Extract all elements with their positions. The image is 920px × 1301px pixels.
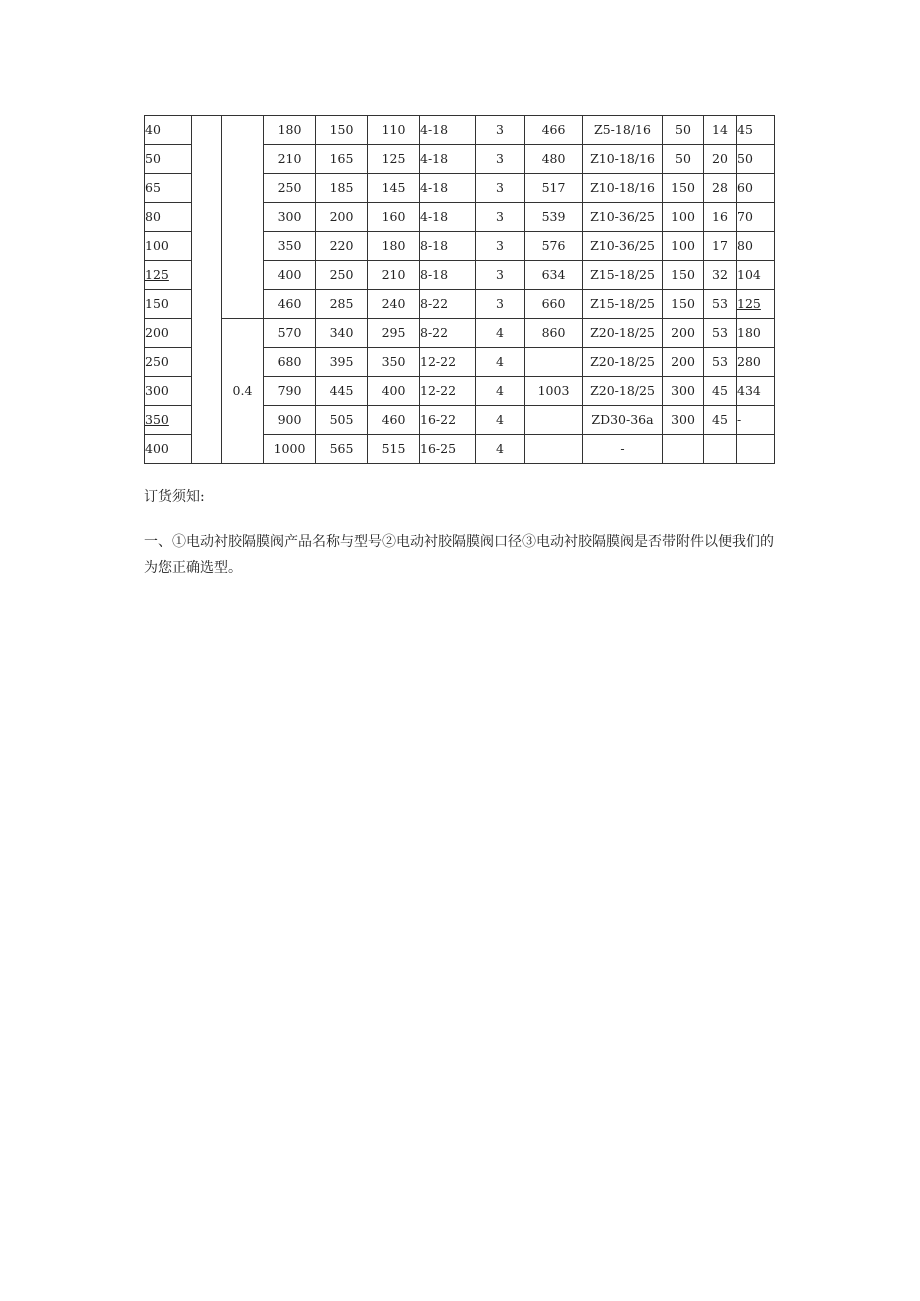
cell-dn: 300 <box>145 377 192 406</box>
cell-n: 4 <box>476 348 525 377</box>
cell-n: 4 <box>476 406 525 435</box>
cell-actuator: Z10-36/25 <box>583 203 663 232</box>
cell-D: 400 <box>264 261 316 290</box>
cell-D2: 400 <box>368 377 420 406</box>
cell-bolts: 16-22 <box>420 406 476 435</box>
cell-bolts: 12-22 <box>420 348 476 377</box>
cell-D1: 340 <box>316 319 368 348</box>
cell-dn: 200 <box>145 319 192 348</box>
cell-L <box>525 348 583 377</box>
cell-L <box>525 435 583 464</box>
cell-h1: 150 <box>663 261 704 290</box>
cell-w: 80 <box>737 232 775 261</box>
pressure-group-2: 0.4 <box>222 319 264 464</box>
cell-D: 460 <box>264 290 316 319</box>
order-notes-heading: 订货须知: <box>144 489 205 505</box>
cell-n: 3 <box>476 261 525 290</box>
cell-D1: 150 <box>316 116 368 145</box>
cell-h2: 45 <box>704 377 737 406</box>
cell-D: 570 <box>264 319 316 348</box>
cell-w: 45 <box>737 116 775 145</box>
cell-dn: 50 <box>145 145 192 174</box>
cell-w: 180 <box>737 319 775 348</box>
cell-dn: 350 <box>145 406 192 435</box>
cell-D2: 145 <box>368 174 420 203</box>
cell-D2: 110 <box>368 116 420 145</box>
cell-bolts: 8-22 <box>420 319 476 348</box>
cell-n: 3 <box>476 174 525 203</box>
cell-h1: 100 <box>663 203 704 232</box>
cell-L: 660 <box>525 290 583 319</box>
cell-h1: 200 <box>663 348 704 377</box>
cell-dn: 40 <box>145 116 192 145</box>
cell-D: 250 <box>264 174 316 203</box>
cell-actuator: Z5-18/16 <box>583 116 663 145</box>
cell-w: 125 <box>737 290 775 319</box>
cell-dn: 80 <box>145 203 192 232</box>
cell-L: 860 <box>525 319 583 348</box>
cell-D1: 165 <box>316 145 368 174</box>
cell-h2: 53 <box>704 348 737 377</box>
cell-w: 434 <box>737 377 775 406</box>
cell-w: 50 <box>737 145 775 174</box>
cell-n: 4 <box>476 435 525 464</box>
cell-D: 350 <box>264 232 316 261</box>
cell-actuator: Z15-18/25 <box>583 261 663 290</box>
spec-table <box>144 115 775 464</box>
table-row <box>145 116 775 145</box>
cell-h2: 20 <box>704 145 737 174</box>
cell-bolts: 12-22 <box>420 377 476 406</box>
cell-w <box>737 435 775 464</box>
cell-dn: 65 <box>145 174 192 203</box>
cell-L: 634 <box>525 261 583 290</box>
cell-D2: 515 <box>368 435 420 464</box>
cell-bolts: 4-18 <box>420 203 476 232</box>
cell-w: 280 <box>737 348 775 377</box>
cell-h1: 150 <box>663 174 704 203</box>
cell-D: 210 <box>264 145 316 174</box>
cell-dn: 250 <box>145 348 192 377</box>
cell-n: 3 <box>476 203 525 232</box>
cell-h1: 300 <box>663 377 704 406</box>
cell-D2: 460 <box>368 406 420 435</box>
cell-h2: 17 <box>704 232 737 261</box>
cell-actuator: Z10-36/25 <box>583 232 663 261</box>
cell-bolts: 16-25 <box>420 435 476 464</box>
cell-h2: 53 <box>704 319 737 348</box>
cell-actuator: Z20-18/25 <box>583 377 663 406</box>
cell-D2: 210 <box>368 261 420 290</box>
cell-D2: 180 <box>368 232 420 261</box>
cell-D1: 505 <box>316 406 368 435</box>
cell-actuator: Z15-18/25 <box>583 290 663 319</box>
cell-D1: 250 <box>316 261 368 290</box>
cell-h2: 16 <box>704 203 737 232</box>
cell-L: 1003 <box>525 377 583 406</box>
cell-h1: 200 <box>663 319 704 348</box>
cell-dn: 100 <box>145 232 192 261</box>
cell-actuator: Z10-18/16 <box>583 174 663 203</box>
cell-w: 60 <box>737 174 775 203</box>
cell-h1: 150 <box>663 290 704 319</box>
cell-D1: 285 <box>316 290 368 319</box>
cell-D: 1000 <box>264 435 316 464</box>
pressure-group-1 <box>222 116 264 319</box>
cell-n: 3 <box>476 232 525 261</box>
cell-w: 70 <box>737 203 775 232</box>
cell-D2: 240 <box>368 290 420 319</box>
cell-L: 576 <box>525 232 583 261</box>
cell-h2: 32 <box>704 261 737 290</box>
cell-D2: 125 <box>368 145 420 174</box>
cell-dn: 150 <box>145 290 192 319</box>
cell-L <box>525 406 583 435</box>
cell-bolts: 4-18 <box>420 145 476 174</box>
table-row <box>145 319 775 348</box>
cell-L: 480 <box>525 145 583 174</box>
cell-h1: 100 <box>663 232 704 261</box>
cell-D: 680 <box>264 348 316 377</box>
cell-n: 3 <box>476 145 525 174</box>
cell-actuator: Z20-18/25 <box>583 348 663 377</box>
cell-D: 900 <box>264 406 316 435</box>
cell-actuator: ZD30-36a <box>583 406 663 435</box>
cell-D: 790 <box>264 377 316 406</box>
cell-D2: 350 <box>368 348 420 377</box>
cell-actuator: Z20-18/25 <box>583 319 663 348</box>
cell-L: 517 <box>525 174 583 203</box>
cell-h2: 53 <box>704 290 737 319</box>
cell-bolts: 8-18 <box>420 261 476 290</box>
cell-n: 4 <box>476 377 525 406</box>
cell-dn: 400 <box>145 435 192 464</box>
cell-D1: 445 <box>316 377 368 406</box>
cell-actuator: - <box>583 435 663 464</box>
cell-n: 4 <box>476 319 525 348</box>
cell-bolts: 4-18 <box>420 116 476 145</box>
cell-bolts: 4-18 <box>420 174 476 203</box>
cell-actuator: Z10-18/16 <box>583 145 663 174</box>
cell-dn: 125 <box>145 261 192 290</box>
cell-bolts: 8-22 <box>420 290 476 319</box>
cell-D1: 200 <box>316 203 368 232</box>
blank-group-cell <box>192 116 222 464</box>
cell-D1: 220 <box>316 232 368 261</box>
cell-D: 180 <box>264 116 316 145</box>
cell-n: 3 <box>476 116 525 145</box>
cell-n: 3 <box>476 290 525 319</box>
cell-h2: 45 <box>704 406 737 435</box>
cell-D1: 565 <box>316 435 368 464</box>
cell-h2 <box>704 435 737 464</box>
cell-D2: 295 <box>368 319 420 348</box>
cell-h1 <box>663 435 704 464</box>
cell-L: 539 <box>525 203 583 232</box>
cell-h2: 28 <box>704 174 737 203</box>
cell-h1: 50 <box>663 116 704 145</box>
cell-D: 300 <box>264 203 316 232</box>
cell-D2: 160 <box>368 203 420 232</box>
cell-D1: 185 <box>316 174 368 203</box>
cell-w: - <box>737 406 775 435</box>
cell-h2: 14 <box>704 116 737 145</box>
order-notes-text: 一、①电动衬胶隔膜阀产品名称与型号②电动衬胶隔膜阀口径③电动衬胶隔膜阀是否带附件以便我们的为您正确选型。 <box>144 534 774 576</box>
cell-h1: 300 <box>663 406 704 435</box>
cell-L: 466 <box>525 116 583 145</box>
cell-D1: 395 <box>316 348 368 377</box>
cell-w: 104 <box>737 261 775 290</box>
cell-h1: 50 <box>663 145 704 174</box>
cell-bolts: 8-18 <box>420 232 476 261</box>
